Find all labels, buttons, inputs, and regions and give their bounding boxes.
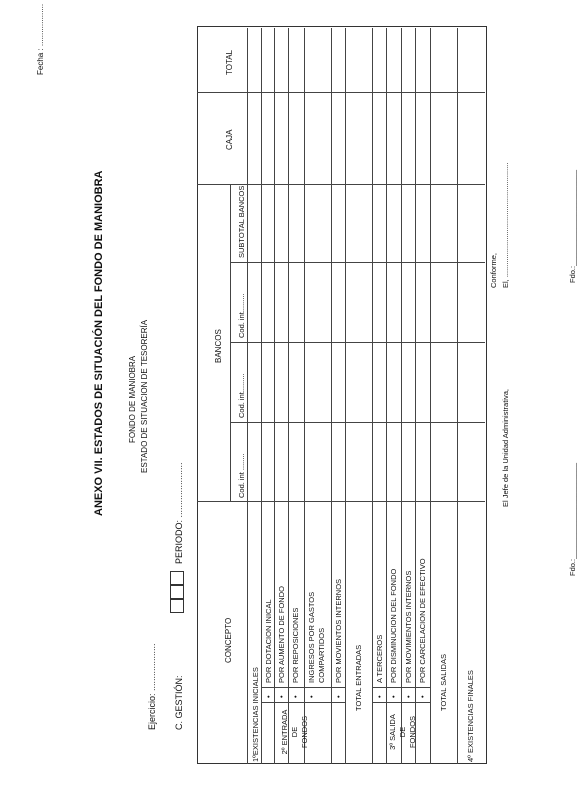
group-salida-2: DE xyxy=(398,726,407,738)
salida-item: POR CARCELACION DE EFECTIVO xyxy=(418,558,427,683)
gestion-label: C. GESTIÓN: xyxy=(174,675,184,730)
bullet: • xyxy=(404,695,413,698)
row-divider xyxy=(430,28,431,764)
bullet-col-border xyxy=(261,687,345,688)
column-divider xyxy=(230,422,485,423)
salida-item: POR MOVIMIENTOS INTERNOS xyxy=(404,570,413,683)
gestion-box-2[interactable] xyxy=(170,585,184,599)
column-divider xyxy=(230,262,485,263)
bancos-sub-divider xyxy=(230,185,231,502)
header-concepto: CONCEPTO xyxy=(224,617,233,663)
row-divider xyxy=(304,28,305,764)
document-title: ANEXO VII. ESTADOS DE SITUACIÓN DEL FONDO DE MANIOBRA xyxy=(93,170,105,516)
group-salida-3: FONDOS xyxy=(408,715,417,749)
salida-item: A TERCEROS xyxy=(375,634,384,683)
bullet: • xyxy=(334,695,343,698)
bullet: • xyxy=(264,695,273,698)
fdo-left: Fdo.:_______________________ xyxy=(568,462,577,576)
bullet: • xyxy=(375,695,384,698)
entrada-item: POR DOTACION INICAL xyxy=(264,599,273,683)
row-existencias-iniciales: 1ºEXISTENCIAS INICIALES xyxy=(251,667,260,762)
salida-item: POR DISMINUCION DEL FONDO xyxy=(389,568,398,683)
row-divider xyxy=(401,28,402,764)
header-cod2: Cod. int......... xyxy=(237,373,246,418)
header-total: TOTAL xyxy=(225,49,234,75)
entrada-item-cont: COMPARTIDOS xyxy=(317,627,326,683)
row-divider xyxy=(274,28,275,764)
conforme-label: Conforme, xyxy=(489,252,498,288)
row-divider xyxy=(261,28,262,764)
periodo-field: PERIODO: ...................... xyxy=(174,462,184,564)
header-subtotal: SUBTOTAL BANCOS xyxy=(237,185,246,258)
bullet: • xyxy=(418,695,427,698)
jefe-label: El Jefe de la Unidad Administrativa, xyxy=(501,389,510,507)
row-divider xyxy=(372,28,373,764)
column-divider xyxy=(197,92,485,93)
gestion-box-1[interactable] xyxy=(170,599,184,613)
bullet: • xyxy=(307,695,316,698)
fecha-field: Fecha : ................... xyxy=(36,3,45,75)
fdo-right: Fdo.:_______________________ xyxy=(568,169,577,283)
bullet-col-border xyxy=(372,687,430,688)
entrada-item: INGRESOS POR GASTOS xyxy=(307,591,316,683)
row-existencias-finales: 4º EXISTENCIAS FINALES xyxy=(466,670,475,762)
row-divider xyxy=(415,28,416,764)
group-col-border xyxy=(261,702,345,703)
row-divider xyxy=(247,28,248,764)
group-entrada-3: FONDOS xyxy=(300,715,309,749)
row-divider xyxy=(288,28,289,764)
header-bancos: BANCOS xyxy=(214,329,223,363)
ejercicio-field: Ejercicio: ................... xyxy=(147,643,157,730)
row-total-salidas: TOTAL SALIDAS xyxy=(439,654,448,711)
group-entrada-1: 2º ENTRADA xyxy=(280,709,289,755)
header-caja: CAJA xyxy=(225,129,234,150)
row-divider xyxy=(386,28,387,764)
row-divider xyxy=(331,28,332,764)
entrada-item: POR AUMENTO DE FONDO xyxy=(277,586,286,683)
row-divider xyxy=(345,28,346,764)
bullet: • xyxy=(277,695,286,698)
group-entrada-2: DE xyxy=(290,726,299,738)
header-cod1: Cod. int ........ xyxy=(237,453,246,498)
group-col-border xyxy=(372,702,430,703)
group-salida-1: 3º SALIDA xyxy=(388,714,397,750)
column-divider xyxy=(230,342,485,343)
entrada-item: POR REPOSICIONES xyxy=(291,607,300,683)
entrada-item: POR MOVIENTOS INTERNOS xyxy=(334,578,343,683)
header-cod3: Cod. int......... xyxy=(237,293,246,338)
row-divider xyxy=(457,28,458,764)
bullet: • xyxy=(389,695,398,698)
subtitle-fondo: FONDO DE MANIOBRA xyxy=(128,355,137,443)
el-field: El, ....................................................... xyxy=(501,162,510,288)
subtitle-estado: ESTADO DE SITUACION DE TESORERÍA xyxy=(140,319,149,473)
row-total-entradas: TOTAL ENTRADAS xyxy=(354,644,363,711)
bullet: • xyxy=(291,695,300,698)
gestion-box-3[interactable] xyxy=(170,571,184,585)
column-divider xyxy=(197,501,485,502)
